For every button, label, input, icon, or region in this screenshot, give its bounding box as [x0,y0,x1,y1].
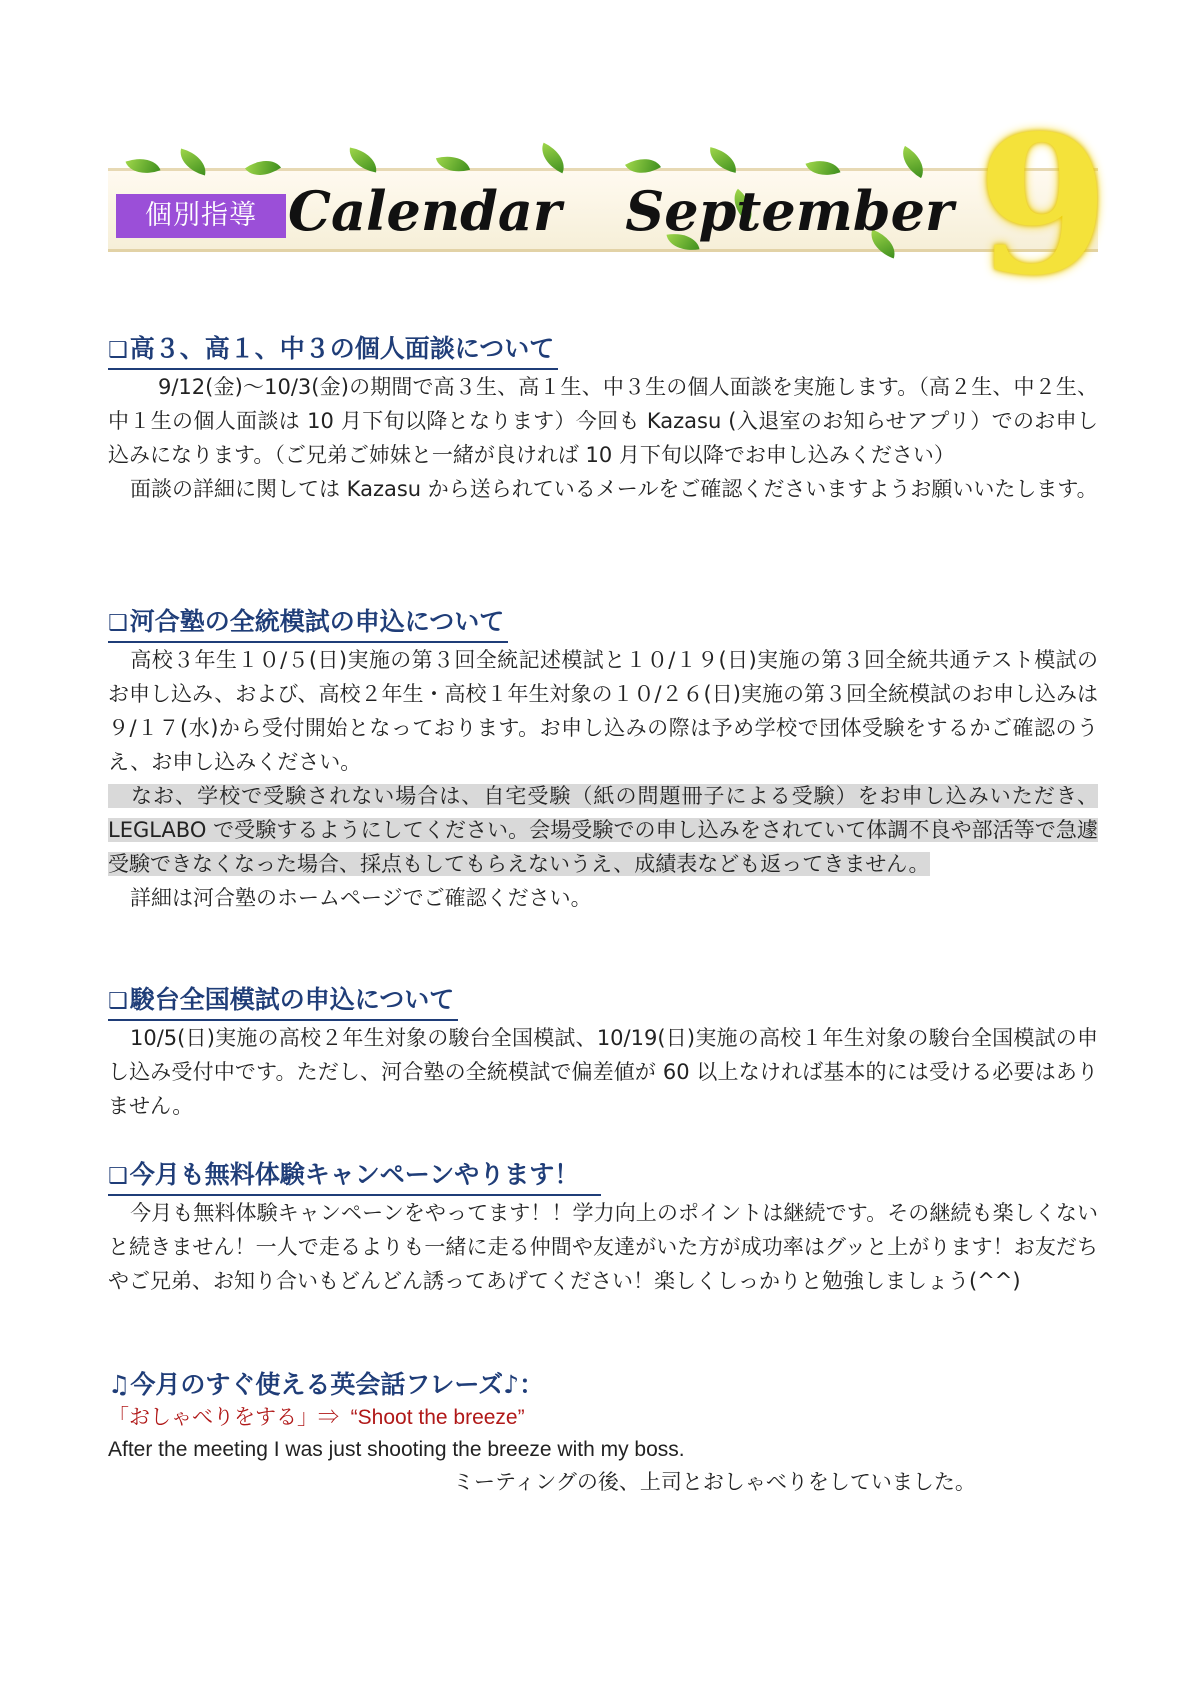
english-phrase-section [108,1368,1098,1498]
section-heading-text: 駿台全国模試の申込について [129,985,455,1014]
phrase-english: “Shoot the breeze” [350,1406,525,1429]
paragraph [108,370,1098,472]
paragraph-text: 高校３年生１０/５(日)実施の第３回全統記述模試と１０/１９(日)実施の第３回全統共通テスト模試のお申し込み、および、高校２年生・高校１年生対象の１０/２６(日)実施の第３回全統模試のお申し込みは９/１７(水)から受付開始となっております。お申し込みの際は予め学校で団体受験をするかご確認のうえ、お申し込みください。 [108,648,1098,774]
phrase-title: ♫今月のすぐ使える英会話フレーズ♪： [108,1370,545,1399]
paragraph-text: 今月も無料体験キャンペーンをやってます！！学力向上のポイントは継続です。その継続も楽しくないと続きません！一人で走るよりも一緒に走る仲間や友達がいた方が成功率はグッと上がります！お友だちやご兄弟、お知り合いもどんどん誘ってあげてください！楽しくしっかりと勉強しましょう(^^) [108,1201,1098,1293]
section-heading [108,983,458,1021]
highlighted-paragraph [108,779,1098,881]
month-number: 9 [976,94,1110,317]
section-interviews [108,332,1098,506]
banner-title-month: September [625,179,954,243]
banner-title-calendar: Calendar [288,179,562,243]
section-kawai-mock-exam [108,605,1098,915]
paragraph-text: 詳細は河合塾のホームページでご確認ください。 [130,886,592,910]
checkbox-icon: ❑ [108,338,128,363]
section-heading-text: 河合塾の全統模試の申込について [129,607,505,636]
example-sentence-japanese: ミーティングの後、上司とおしゃべりをしていました。 [453,1470,976,1494]
paragraph-text: 10/5(日)実施の高校２年生対象の駿台全国模試、10/19(日)実施の高校１年生対象の駿台全国模試の申し込み受付中です。ただし、河合塾の全統模試で偏差値が 60 以上なければ基本的には受ける必要はありません。 [108,1026,1098,1118]
section-free-trial-campaign [108,1158,1098,1298]
example-sentence-english: After the meeting I was just shooting the breeze with my boss. [108,1438,685,1461]
section-heading-text: 高３、高１、中３の個人面談について [129,334,555,363]
section-heading-text: 今月も無料体験キャンペーンやります！ [129,1160,580,1189]
section-heading [108,1158,601,1196]
paragraph-text: なお、学校で受験されない場合は、自宅受験（紙の問題冊子による受験）をお申し込みいただき、LEGLABO で受験するようにしてください。会場受験での申し込みをされていて体調不良や部活等で急遽受験できなくなった場合、採点もしてもらえないうえ、成績表なども返ってきません。 [108,784,1098,876]
paragraph [108,643,1098,779]
checkbox-icon: ❑ [108,611,128,636]
banner-title [288,176,953,246]
paragraph [108,1021,1098,1123]
section-heading [108,605,508,643]
phrase-japanese-label: 「おしゃべりをする」⇒ [108,1406,339,1429]
paragraph-text: 9/12(金)～10/3(金)の期間で高３生、高１生、中３生の個人面談を実施します。（高２生、中２生、中１生の個人面談は 10 月下旬以降となります）今回も Kazasu (入退室のお知らせアプリ）でのお申し込みになります。（ご兄弟ご姉妹と一緒が良ければ 10 月下旬以降でお申し込みください） [108,375,1098,467]
section-heading [108,332,558,370]
individual-guidance-tag: 個別指導 [116,194,286,238]
calendar-banner [108,94,1110,317]
checkbox-icon: ❑ [108,989,128,1014]
paragraph-text: 面談の詳細に関しては Kazasu から送られているメールをご確認くださいますようお願いいたします。 [130,477,1098,501]
checkbox-icon: ❑ [108,1164,128,1189]
paragraph [108,472,1098,506]
paragraph [108,881,1098,915]
phrase-line [108,1402,1098,1434]
paragraph [108,1196,1098,1298]
section-sundai-mock-exam [108,983,1098,1123]
